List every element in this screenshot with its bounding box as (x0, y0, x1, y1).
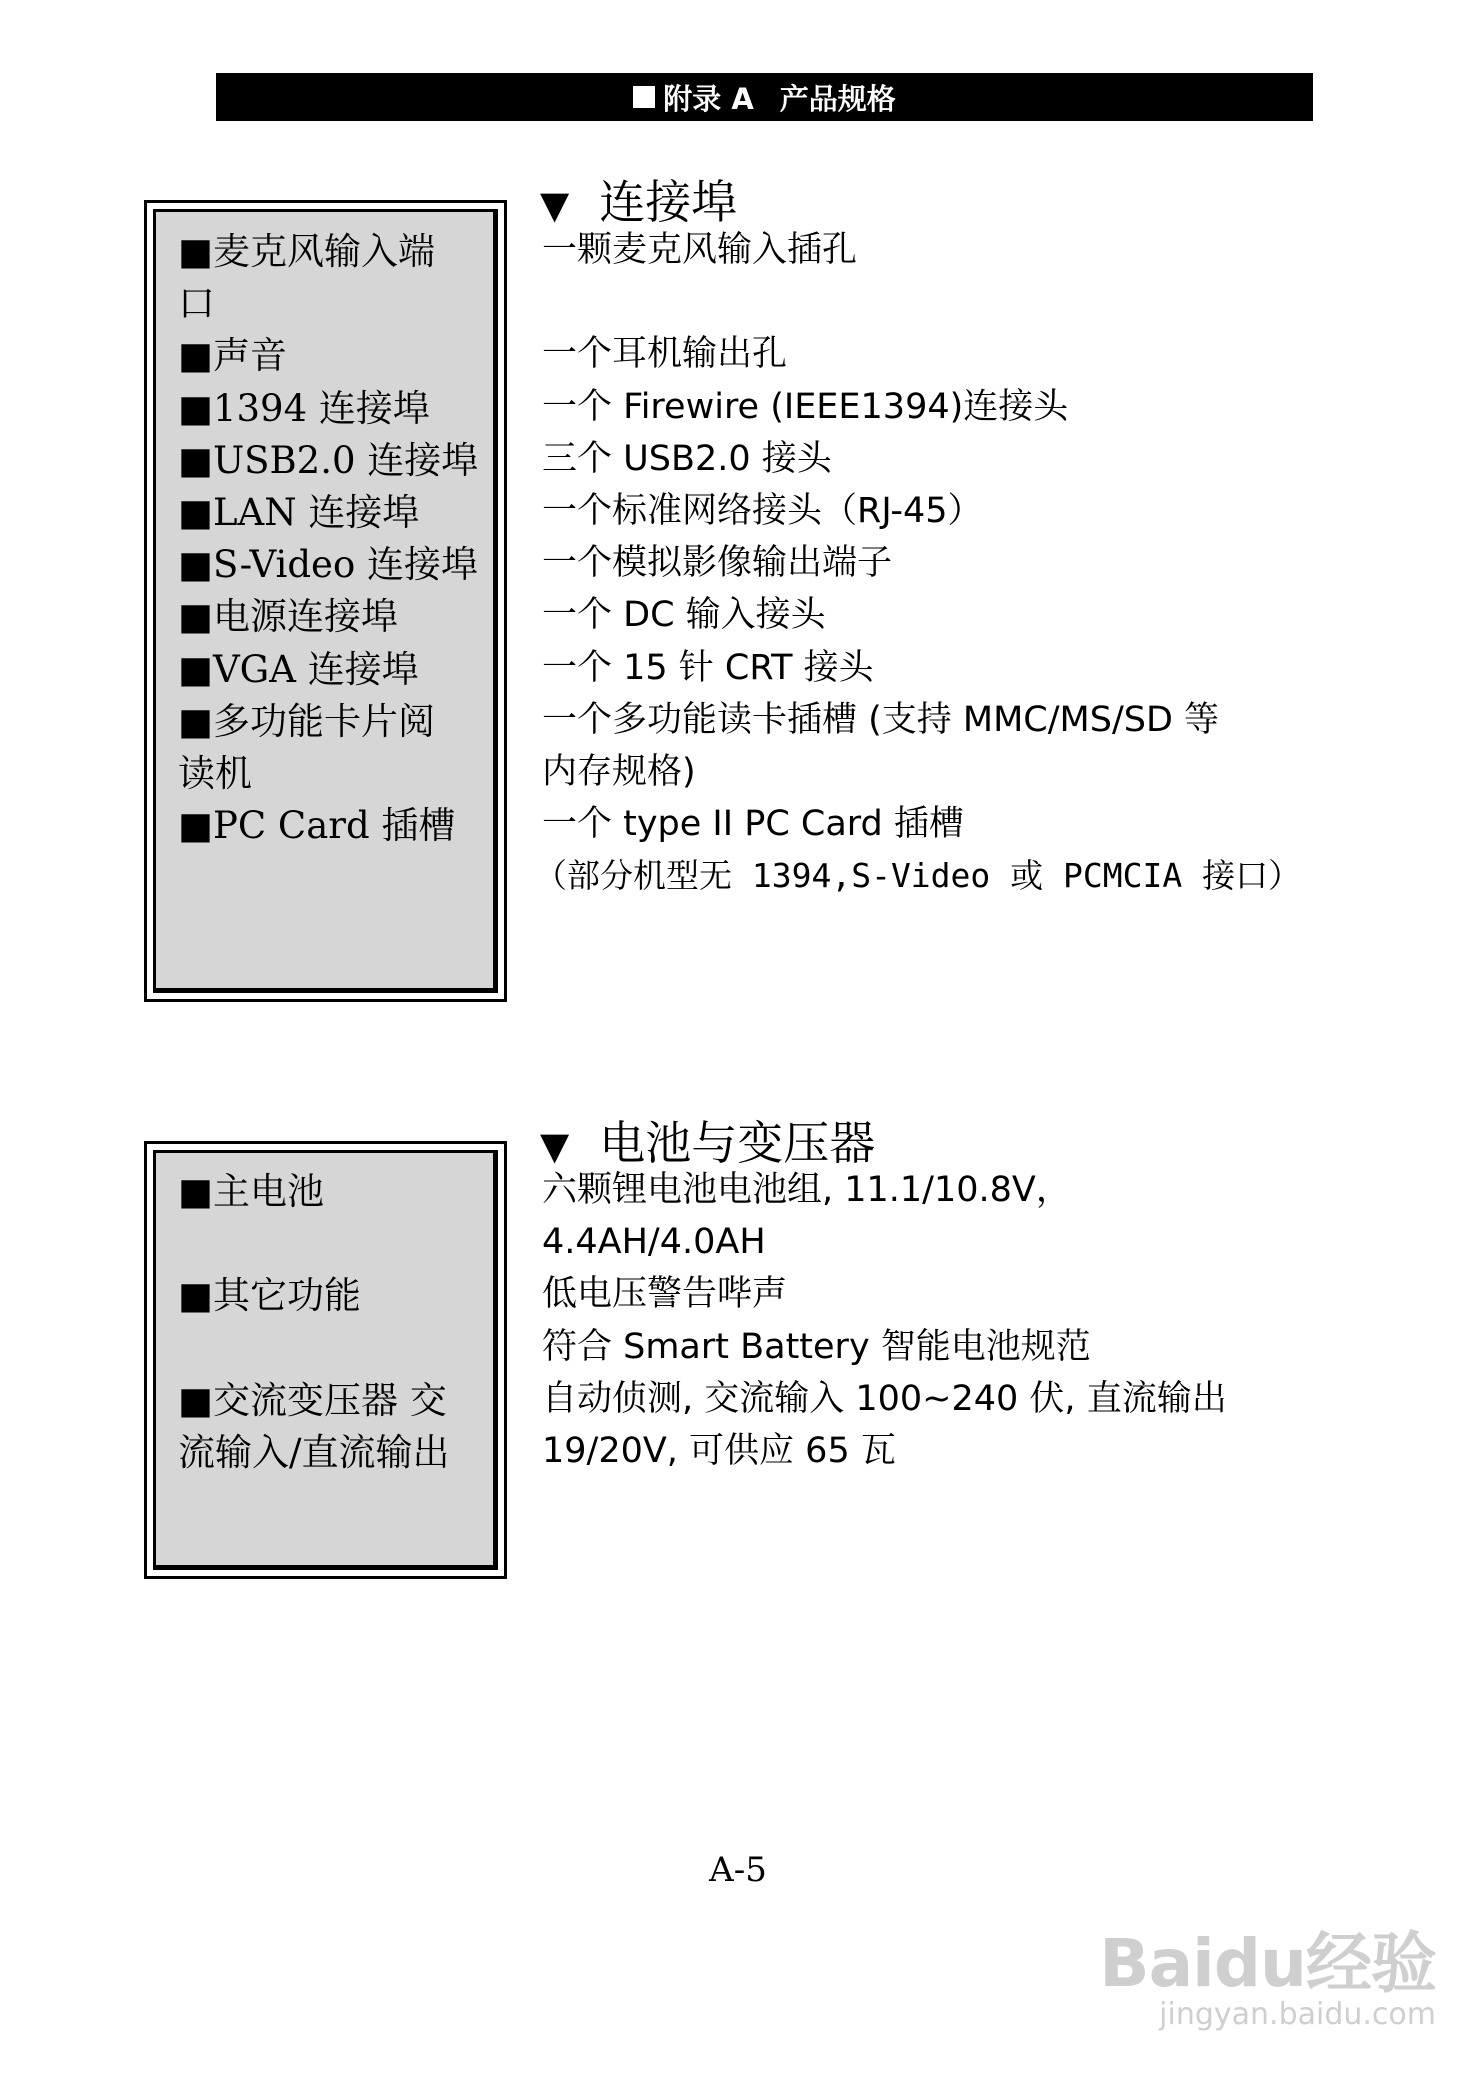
spec-1394: 一个 Firewire (IEEE1394)连接头 (542, 386, 1069, 427)
battery-labels (178, 1166, 483, 1479)
spec-usb: 三个 USB2.0 接头 (542, 438, 832, 479)
spec-mic: 一颗麦克风输入插孔 (542, 230, 858, 270)
ports-specs (534, 224, 1322, 903)
ports-labels (178, 226, 483, 852)
spec-cardreader: 一个多功能读卡插槽 (支持 MMC/MS/SD 等 (542, 699, 1220, 740)
battery-title-text: 电池与变压器 (599, 1116, 876, 1170)
header-appendix: 附录 A (663, 81, 754, 116)
square-bullet-icon (633, 86, 655, 108)
label-cardreader: ■多功能卡片阅 (178, 699, 435, 743)
spec-pccard: 一个 type II PC Card 插槽 (542, 804, 964, 845)
spec-low-battery-beep: 低电压警告哔声 (542, 1274, 788, 1315)
label-svideo: ■S-Video 连接埠 (178, 543, 478, 587)
label-cardreader-cont: 读机 (178, 752, 252, 796)
battery-specs (542, 1164, 1322, 1477)
spec-cardreader-cont: 内存规格) (542, 752, 696, 793)
spec-battery-pack: 六颗锂电池电池组, 11.1/10.8V， (542, 1170, 1071, 1210)
label-audio: ■声音 (178, 334, 287, 378)
spec-svideo: 一个模拟影像输出端子 (542, 543, 893, 584)
spec-vga: 一个 15 针 CRT 接头 (542, 647, 874, 688)
watermark-url: jingyan.baidu.com (1159, 1997, 1436, 2032)
baidu-logo: Baidu经验 (1099, 1925, 1436, 2002)
label-other-features: ■其它功能 (178, 1274, 361, 1318)
label-main-battery: ■主电池 (178, 1170, 324, 1213)
spec-audio: 一个耳机输出孔 (542, 334, 788, 375)
page-number: A-5 (709, 1850, 767, 1890)
spec-lan: 一个标准网络接头（RJ-45） (542, 491, 983, 532)
label-1394: ■1394 连接埠 (178, 386, 430, 430)
label-mic-cont: 口 (178, 282, 215, 326)
spec-dc: 一个 DC 输入接头 (542, 595, 826, 636)
header-title: 产品规格 (779, 81, 896, 116)
label-pccard: ■PC Card 插槽 (178, 804, 456, 848)
ports-title-text: 连接埠 (599, 175, 738, 229)
spec-blank (542, 276, 1322, 328)
label-usb: ■USB2.0 连接埠 (178, 438, 479, 482)
label-ac-adapter-cont: 流输入/直流输出 (178, 1431, 450, 1475)
triangle-down-icon: ▼ (540, 183, 570, 227)
spec-battery-capacity: 4.4AH/4.0AH (542, 1222, 766, 1263)
spec-dc-output: 19/20V, 可供应 65 瓦 (542, 1431, 896, 1472)
label-lan: ■LAN 连接埠 (178, 491, 420, 535)
label-power: ■电源连接埠 (178, 595, 398, 639)
spec-note: （部分机型无 1394,S-Video 或 PCMCIA 接口） (534, 856, 1302, 896)
page-header (216, 73, 1313, 121)
spec-smart-battery: 符合 Smart Battery 智能电池规范 (542, 1326, 1091, 1367)
triangle-down-icon: ▼ (540, 1124, 570, 1168)
label-vga: ■VGA 连接埠 (178, 647, 419, 691)
ports-section-title (540, 166, 737, 232)
watermark (1099, 1910, 1436, 2032)
spec-ac-input: 自动侦测, 交流输入 100~240 伏, 直流输出 (542, 1378, 1227, 1419)
label-mic: ■麦克风输入端 (178, 230, 435, 273)
label-ac-adapter: ■交流变压器 交 (178, 1378, 447, 1422)
